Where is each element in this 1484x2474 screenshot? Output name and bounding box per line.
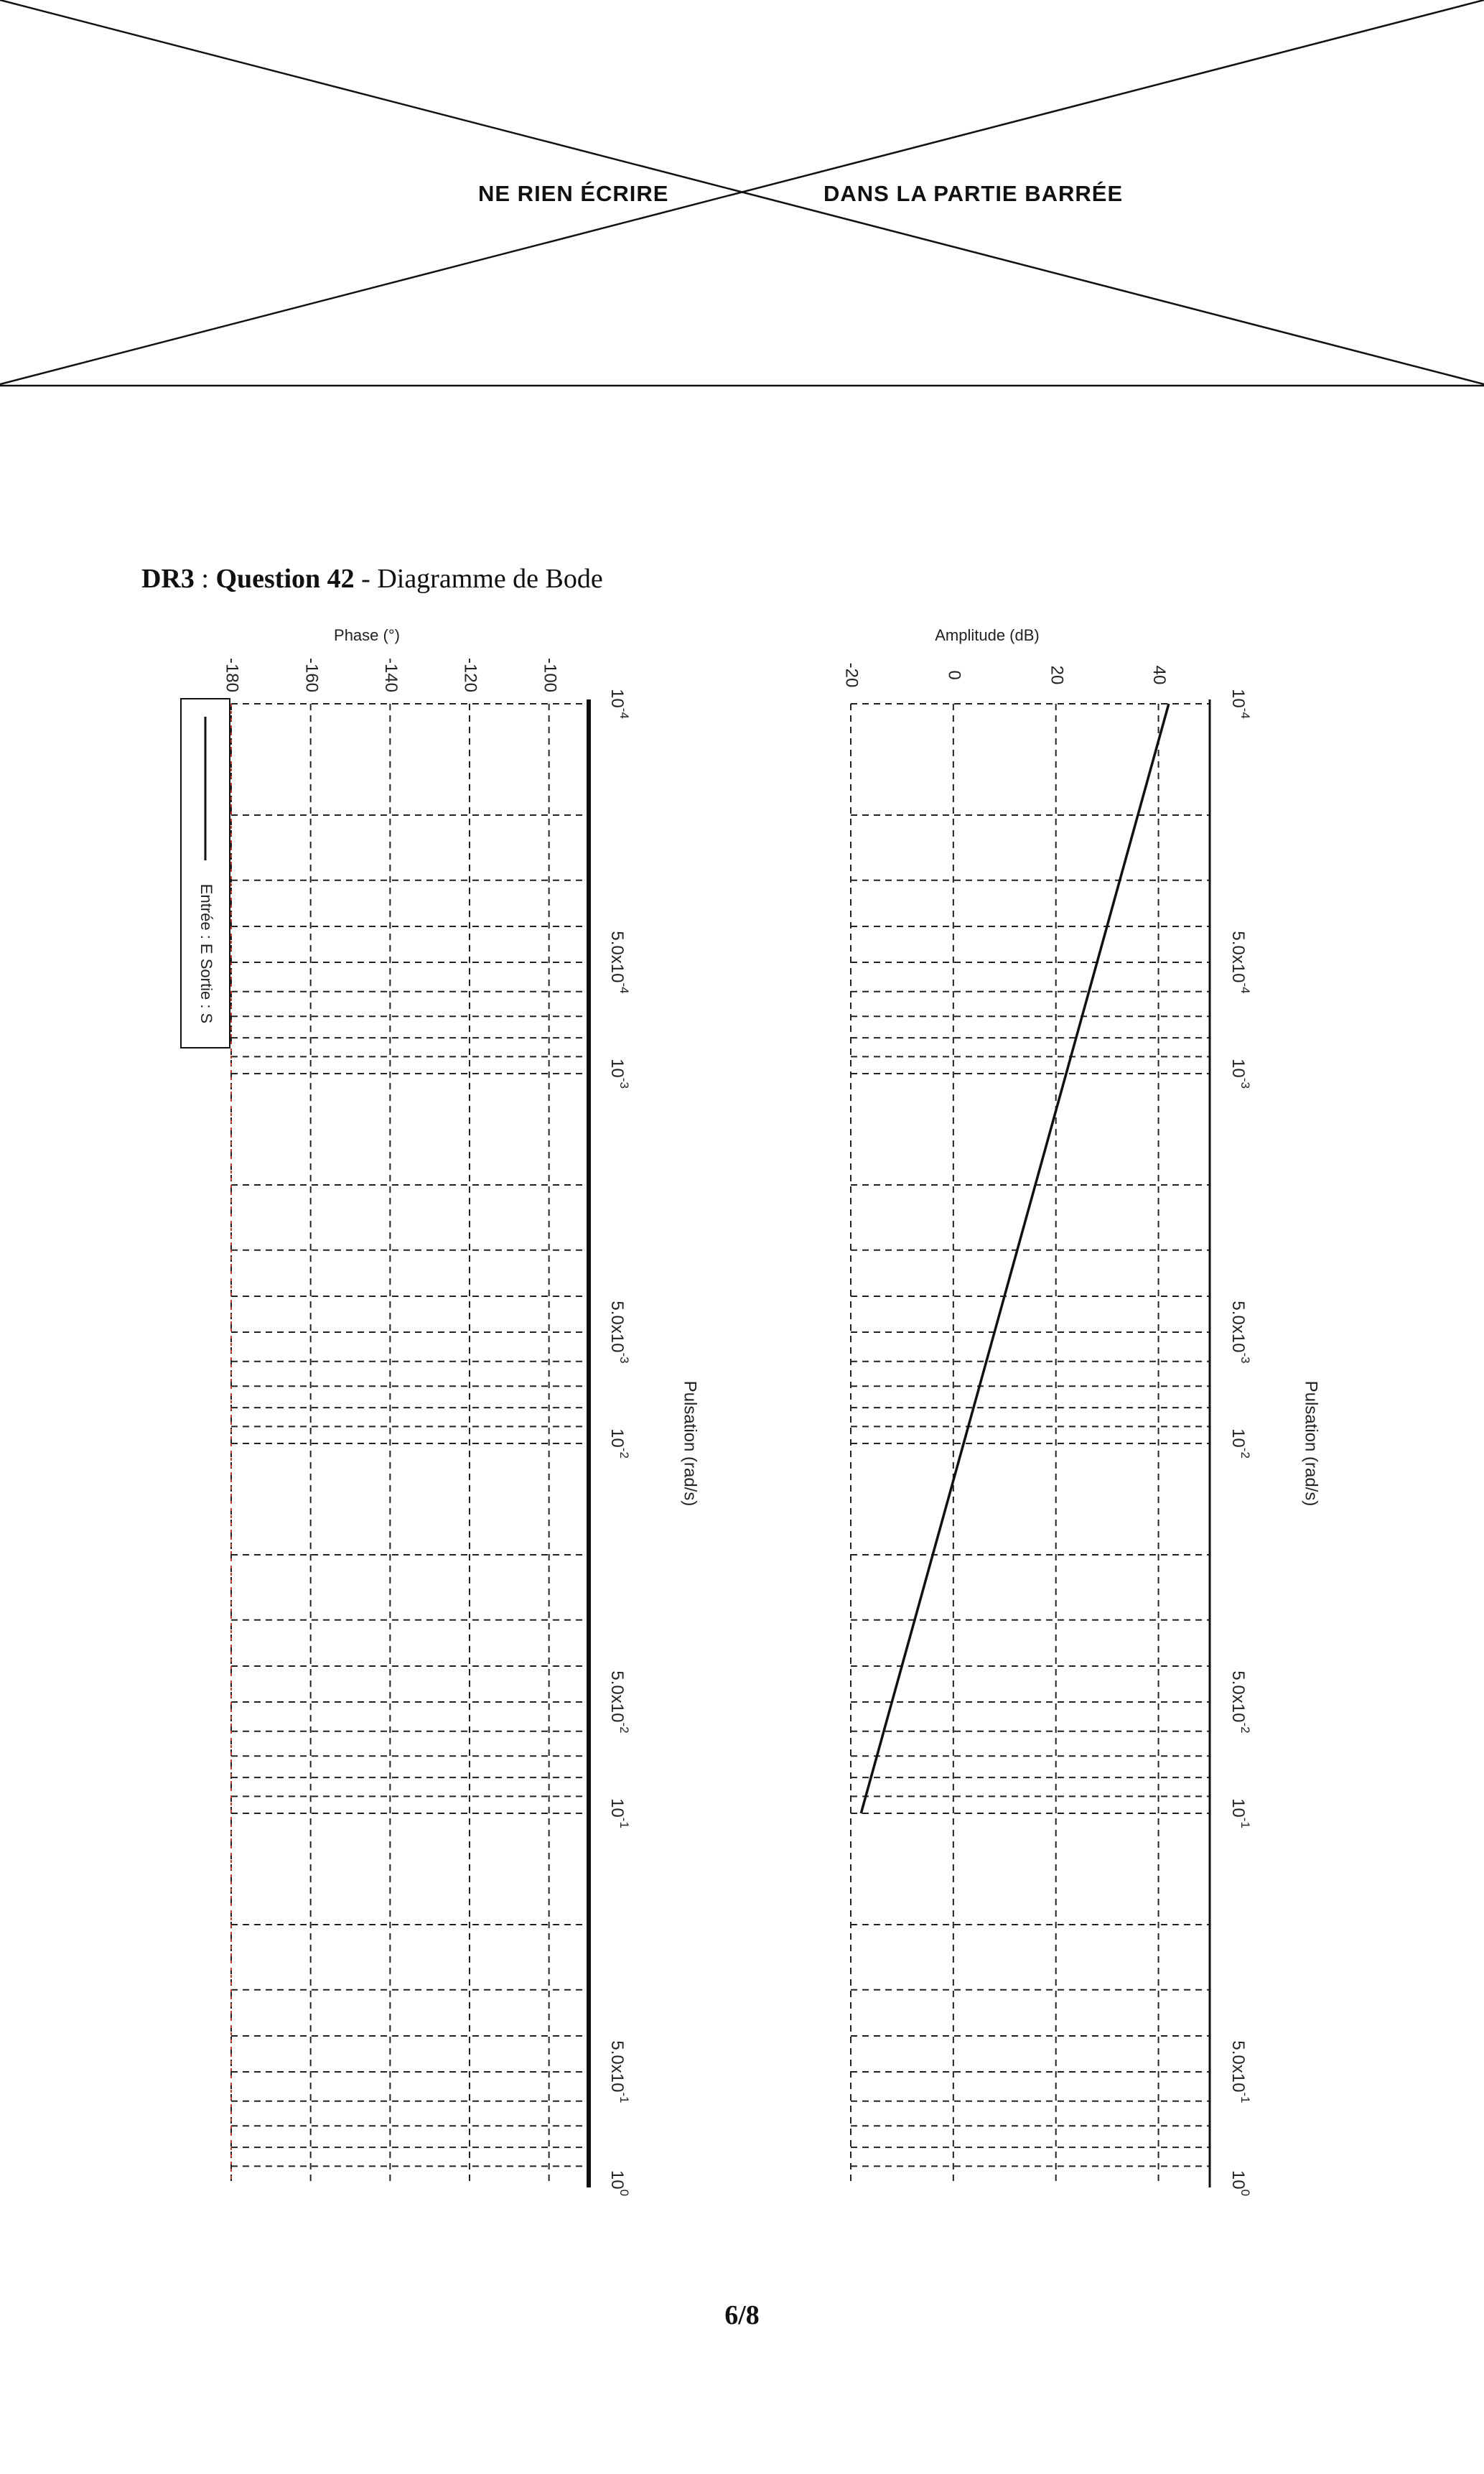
- phase-tick-base: 5.0x10: [607, 2040, 627, 2093]
- phase-frequency-tick-label: [607, 1798, 631, 1828]
- phase-plot: [181, 626, 700, 2196]
- amp-tick-base: 10: [1228, 1428, 1248, 1448]
- phase-frequency-tick-label: [607, 931, 631, 993]
- amp-frequency-tick-label: [1228, 1670, 1252, 1733]
- phase-legend-label: Entrée : E Sortie : S: [197, 883, 216, 1024]
- amp-tick-base: 10: [1228, 1798, 1248, 1818]
- phase-tick-exponent: -4: [617, 707, 631, 719]
- amp-value-tick-label: 40: [1149, 665, 1170, 685]
- amp-tick-base: 10: [1228, 2170, 1248, 2190]
- phase-tick-exponent: -1: [617, 1817, 631, 1828]
- phase-frequency-tick-label: [607, 1670, 631, 1733]
- amp-value-tick-label: 0: [944, 670, 964, 680]
- amp-value-tick-label: 20: [1047, 665, 1067, 685]
- heading-title: Diagramme de Bode: [377, 564, 603, 594]
- phase-frequency-tick-label: [607, 1428, 631, 1459]
- amp-frequency-tick-label: [1228, 689, 1252, 719]
- question-number: Question 42: [215, 564, 355, 594]
- amp-tick-exponent: -2: [1238, 1722, 1252, 1734]
- phase-tick-base: 10: [607, 689, 627, 708]
- amp-value-tick-label: -20: [841, 662, 862, 688]
- heading-separator: :: [194, 564, 216, 594]
- amp-tick-base: 10: [1228, 689, 1248, 708]
- phase-value-tick-label: -120: [460, 657, 480, 693]
- amplitude-plot: [842, 626, 1321, 2196]
- phase-tick-base: 10: [607, 2170, 627, 2190]
- phase-frequency-axis-title: Pulsation (rad/s): [680, 1380, 700, 1507]
- banner-left-text: NE RIEN ÉCRIRE: [478, 181, 669, 206]
- amp-series-line: [861, 704, 1169, 1813]
- phase-tick-exponent: 0: [617, 2189, 631, 2197]
- amp-frequency-tick-label: [1228, 2170, 1252, 2196]
- amp-axis-title: Amplitude (dB): [935, 626, 1040, 644]
- phase-value-tick-label: -140: [381, 657, 401, 693]
- phase-frequency-tick-label: [607, 1301, 631, 1363]
- phase-tick-exponent: -2: [617, 1447, 631, 1459]
- phase-value-tick-label: -180: [222, 657, 242, 693]
- phase-frequency-tick-label: [607, 2040, 631, 2103]
- amp-tick-exponent: 0: [1238, 2189, 1252, 2197]
- phase-tick-exponent: -3: [617, 1352, 631, 1364]
- amp-tick-exponent: -2: [1238, 1447, 1252, 1459]
- banner-right-text: DANS LA PARTIE BARRÉE: [823, 181, 1124, 206]
- phase-tick-base: 5.0x10: [607, 1301, 627, 1353]
- amp-frequency-tick-label: [1228, 1059, 1252, 1089]
- amp-frequency-tick-label: [1228, 1428, 1252, 1459]
- phase-frequency-tick-label: [607, 689, 631, 719]
- amp-tick-exponent: -4: [1238, 982, 1252, 994]
- phase-value-tick-label: -160: [302, 657, 322, 693]
- amp-frequency-tick-label: [1228, 2040, 1252, 2103]
- amp-tick-base: 5.0x10: [1228, 2040, 1248, 2093]
- phase-tick-base: 5.0x10: [607, 1670, 627, 1723]
- amp-frequency-tick-label: [1228, 931, 1252, 993]
- phase-tick-base: 10: [607, 1059, 627, 1078]
- phase-value-tick-label: -100: [540, 657, 560, 693]
- amp-tick-exponent: -3: [1238, 1077, 1252, 1089]
- amp-frequency-axis-title: Pulsation (rad/s): [1301, 1380, 1321, 1507]
- heading-dash: -: [354, 564, 378, 594]
- phase-frequency-tick-label: [607, 1059, 631, 1089]
- phase-tick-base: 5.0x10: [607, 931, 627, 983]
- phase-tick-exponent: -1: [617, 2092, 631, 2103]
- page-number: 6/8: [724, 2300, 760, 2330]
- amp-tick-exponent: -1: [1238, 2092, 1252, 2103]
- phase-tick-exponent: -4: [617, 982, 631, 994]
- amp-tick-base: 10: [1228, 1059, 1248, 1078]
- amp-tick-exponent: -1: [1238, 1817, 1252, 1828]
- amp-tick-base: 5.0x10: [1228, 931, 1248, 983]
- amp-tick-exponent: -4: [1238, 707, 1252, 719]
- amp-tick-base: 5.0x10: [1228, 1301, 1248, 1353]
- amp-tick-exponent: -3: [1238, 1352, 1252, 1364]
- phase-tick-exponent: -3: [617, 1077, 631, 1089]
- amp-frequency-tick-label: [1228, 1301, 1252, 1363]
- phase-frequency-tick-label: [607, 2170, 631, 2196]
- phase-axis-title: Phase (°): [334, 626, 400, 644]
- amp-frequency-tick-label: [1228, 1798, 1252, 1828]
- phase-tick-exponent: -2: [617, 1722, 631, 1734]
- phase-tick-base: 10: [607, 1428, 627, 1448]
- phase-tick-base: 10: [607, 1798, 627, 1818]
- amp-tick-base: 5.0x10: [1228, 1670, 1248, 1723]
- doc-ref: DR3: [141, 564, 195, 594]
